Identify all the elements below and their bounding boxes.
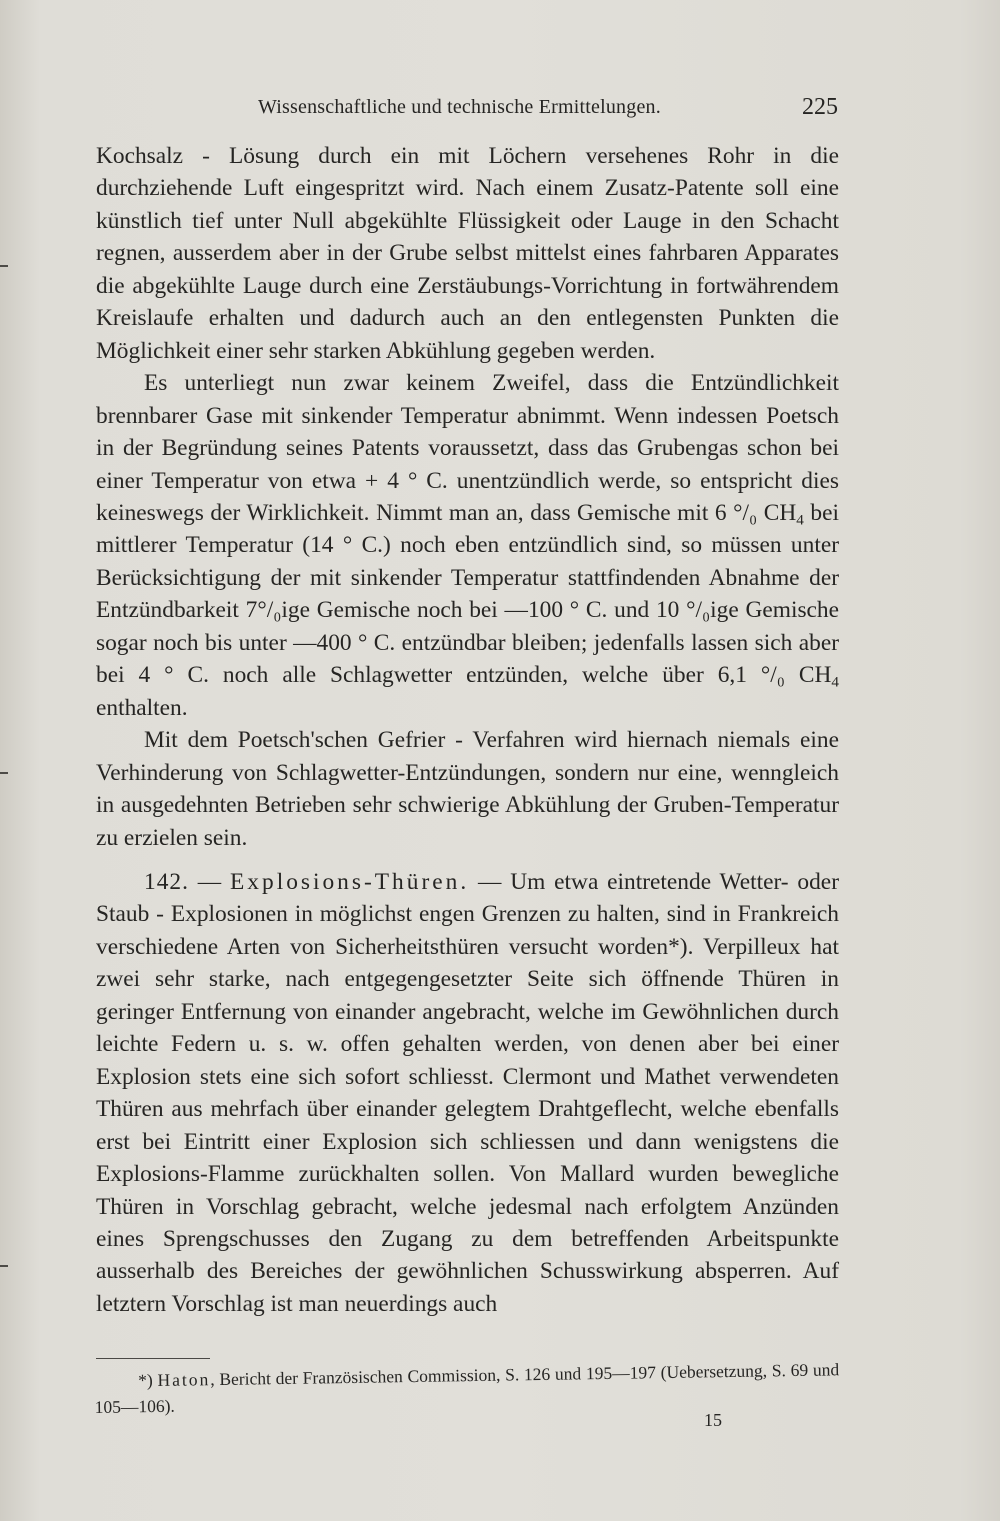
- signature-mark: 15: [704, 1410, 722, 1430]
- footnote-text: , Bericht der Französischen Commission, S. 126 und 195—197 (Uebersetzung, S. 69 und 105—106).: [94, 1359, 840, 1417]
- dash: —: [188, 868, 231, 895]
- chemical-formula: CH: [763, 499, 797, 526]
- section-title: Explosions-Thüren.: [230, 868, 470, 895]
- text-run: ige Gemische noch bei —100 ° C. und 10: [281, 597, 687, 624]
- percent-sign: °/₀: [733, 499, 758, 526]
- text-run: enthalten.: [96, 694, 188, 721]
- section-142-paragraph: [96, 866, 839, 1320]
- percent-sign: °/₀: [257, 597, 282, 624]
- percent-sign: °/₀: [760, 662, 785, 689]
- subscript: 4: [831, 673, 839, 691]
- paragraph-poetsch-critique: [96, 367, 839, 724]
- text-run: Um etwa eintretende Wetter- oder Staub - Explosionen in möglichst engen Grenzen zu halten, sind in Frankreich verschiedene Arten von Sicherheitsthüren versucht worden*). Verpilleux hat zwei sehr starke, nach entgegengesetzter Seite sich öffnende Thüren in geringer Entfernung von einander angebracht, welche im Gewöhnlichen durch leichte Federn u. s. w. offen gehalten werden, von denen aber bei einer Explosion stets eine sich sofort schliesst. Clermont und Mathet verwendeten Thüren aus mehrfach über einander gelegtem Drahtgeflecht, welche ebenfalls erst bei Eintritt einer Explosion sich schliessen und dann wenigstens die Explosions-Flamme zurückhalten sollen. Von Mallard wurden bewegliche Thüren in Vorschlag gebracht, welche jedesmal nach erfolgtem Anzünden eines Sprengschusses den Zugang zu dem betreffenden Arbeitspunkte ausserhalb des Bereiches der gewöhnlichen Schusswirkung absperren. Auf letztern Vorschlag ist man neuerdings auch: [96, 868, 839, 1317]
- footnote: [94, 1356, 840, 1420]
- footnote-rule: [96, 1358, 210, 1359]
- text-run: Es unterliegt nun zwar keinem Zweifel, dass die Entzündlichkeit brennbarer Gase mit sinkender Temperatur abnimmt. Wenn indessen Poetsch in der Begründung seines Patents voraussetzt, dass das Grubengas schon bei einer Temperatur von etwa + 4 ° C. unentzündlich werde, so entspricht dies keineswegs der Wirklichkeit. Nimmt man an, dass Gemische mit 6: [96, 370, 839, 526]
- edge-mark: [0, 1265, 8, 1267]
- edge-mark: [0, 772, 8, 774]
- running-head-title: Wissenschaftliche und technische Ermittelungen.: [258, 96, 661, 118]
- percent-sign: °/₀: [686, 597, 711, 624]
- text-run: bei mittlerer Temperatur (14 ° C.) noch eben entzündlich sind, so müssen unter Berücksichtigung der mit sinkender Temperatur stattfindenden Abnahme der Entzündbarkeit 7: [96, 499, 839, 624]
- footnote-marker: *): [138, 1370, 158, 1391]
- paragraph-continuation: Kochsalz - Lösung durch ein mit Löchern versehenes Rohr in die durchziehende Luft eingespritzt wird. Nach einem Zusatz-Patente soll eine künstlich tief unter Null abgekühlte Flüssigkeit oder Lauge in den Schacht regnen, ausserdem aber in der Grube selbst mittelst eines fahrbaren Apparates die abgekühlte Lauge durch eine Zerstäubungs-Vorrichtung in fortwährendem Kreislaufe erhalten und dadurch auch an den entlegensten Punkten die Möglichkeit einer sehr starken Abkühlung gegeben werden.: [96, 143, 839, 364]
- edge-mark: [0, 265, 8, 267]
- running-head: [258, 96, 838, 128]
- subscript: 4: [796, 511, 804, 529]
- chemical-formula: CH: [798, 662, 832, 689]
- paragraph-conclusion: Mit dem Poetsch'schen Gefrier - Verfahren wird hiernach niemals eine Verhinderung von Schlagwetter-Entzündungen, sondern nur eine, wenngleich in ausgedehnten Betrieben sehr schwierige Abkühlung der Gruben-Temperatur zu erzielen sein.: [96, 727, 839, 851]
- page-number: 225: [802, 94, 838, 120]
- text-run: ige Gemische sogar noch bis unter —400 ° C. entzündbar bleiben; jedenfalls lassen sich aber bei 4 ° C. noch alle Schlagwetter entzünden, welche über 6,1: [96, 597, 840, 689]
- section-number: 142.: [144, 868, 189, 895]
- dash: —: [469, 868, 511, 895]
- body-text: [96, 140, 839, 1320]
- footnote-author: Haton: [157, 1369, 211, 1391]
